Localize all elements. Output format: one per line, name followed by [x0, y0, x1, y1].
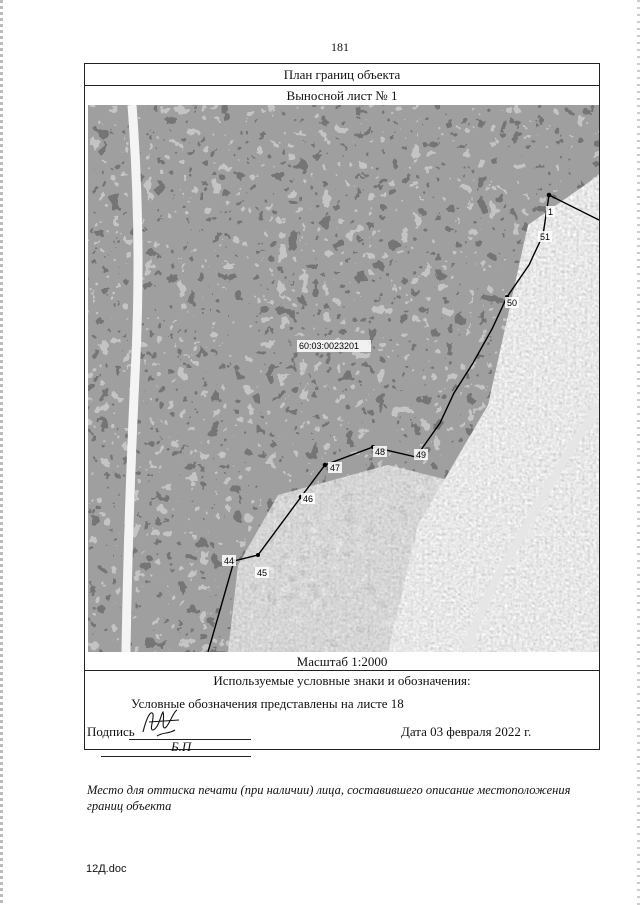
- point-label-51: [538, 231, 552, 242]
- svg-text:51: 51: [540, 232, 551, 242]
- handwritten-signature: [139, 706, 183, 740]
- point-label-45: [255, 567, 269, 578]
- document-date: Дата 03 февраля 2022 г.: [401, 724, 532, 739]
- svg-text:60:03:0023201: 60:03:0023201: [299, 341, 360, 351]
- point-label-44: [222, 555, 236, 566]
- point-label-47: [328, 462, 342, 473]
- svg-text:45: 45: [257, 568, 268, 578]
- signature-name: Б.П: [171, 739, 192, 754]
- signature-name-line: [101, 756, 251, 757]
- plan-sheet-label: Выносной лист № 1: [286, 88, 398, 103]
- stamp-note: Место для оттиска печати (при наличии) лица, составившего описание местоположения границ объекта: [87, 783, 571, 813]
- parcel-id-label: [297, 340, 371, 352]
- svg-text:1: 1: [548, 207, 554, 217]
- svg-text:49: 49: [416, 450, 427, 460]
- map-canvas: [88, 105, 599, 652]
- footer-filename: 12Д.doc: [86, 863, 127, 875]
- legend-note: Условные обозначения представлены на листе 18: [131, 696, 404, 711]
- point-label-46: [301, 493, 315, 504]
- point-label-48: [373, 446, 387, 457]
- point-label-49: [414, 449, 428, 460]
- svg-text:48: 48: [375, 447, 386, 457]
- map-scale: Масштаб 1:2000: [85, 652, 599, 671]
- point-label-1: [546, 206, 555, 217]
- scan-edge-left: [0, 0, 3, 905]
- legend-heading: Используемые условные знаки и обозначения:: [213, 673, 471, 688]
- svg-text:44: 44: [224, 556, 235, 566]
- point-label-50: [505, 297, 519, 308]
- plan-frame: [84, 63, 600, 813]
- plan-title: План границ объекта: [85, 64, 599, 86]
- svg-text:46: 46: [303, 494, 314, 504]
- page-number: 181: [331, 40, 349, 54]
- svg-text:47: 47: [330, 463, 341, 473]
- signature-label: Подпись: [87, 724, 135, 739]
- aerial-map[interactable]: [88, 105, 599, 652]
- svg-text:50: 50: [507, 298, 518, 308]
